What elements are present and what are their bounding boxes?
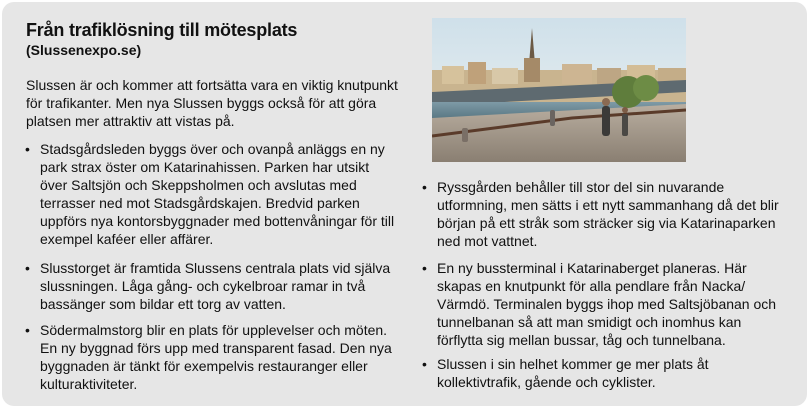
bullet-text: Stadsgårdsleden byggs över och ovanpå anläggs en ny park strax öster om Katarinahissen. Parken har utsikt över Saltsjön och Skeppsholmen och avslutas med terrasser ned mot Stadsgårdskajen. Bredvid parken uppförs nya kontorsbyggnader med bottenvåningar för till exempel kaféer eller affärer. <box>40 141 395 247</box>
bullet-dot: • <box>422 179 427 195</box>
panel-title: Från trafiklösning till mötesplats <box>26 20 298 40</box>
bullet-text: Slusstorget är framtida Slussens centrala plats vid själva slussningen. Låga gång- och cykelbroar ramar in två bassänger som bildar ett torg av vatten. <box>40 260 391 312</box>
bullet-item <box>421 355 787 391</box>
bullet-dot: • <box>25 260 30 276</box>
bullet-item <box>421 178 787 250</box>
bullet-text: En ny bussterminal i Katarinaberget planeras. Här skapas en knutpunkt för alla pendlare från Nacka/ Värmdö. Terminalen byggs ihop med Saltsjöbanan och tunnelbanan så att man smidigt och inomhus kan förflytta sig mellan bussar, tåg och tunnelbana. <box>437 260 777 348</box>
bullet-item <box>24 321 400 393</box>
panel-source: (Slussenexpo.se) <box>26 42 142 58</box>
bullet-text: Ryssgården behåller till stor del sin nuvarande utformning, men sätts i ett nytt sammanhang då det blir början på ett stråk som sträcker sig via Katarinaparken ned mot vattnet. <box>437 179 779 249</box>
bullet-item <box>24 259 400 313</box>
bullet-dot: • <box>25 322 30 338</box>
intro-paragraph: Slussen är och kommer att fortsätta vara en viktig knutpunkt för trafikanter. Men nya Slussen byggs också för att göra platsen mer attraktiv att vistas på. <box>26 77 398 129</box>
bullet-item <box>421 259 787 349</box>
bullet-dot: • <box>422 260 427 276</box>
info-panel <box>2 2 807 406</box>
slussen-rendering-photo <box>432 18 686 162</box>
bullet-text: Slussen i sin helhet kommer ge mer plats åt kollektivtrafik, gående och cyklister. <box>437 356 709 390</box>
bullet-item <box>24 140 400 248</box>
bullet-text: Södermalmstorg blir en plats för upplevelser och möten. En ny byggnad förs upp med transparent fasad. Den nya byggnaden är tänkt för exempelvis restauranger eller kulturaktiviteter. <box>40 322 392 392</box>
bullet-dot: • <box>422 356 427 372</box>
bullet-dot: • <box>25 141 30 157</box>
